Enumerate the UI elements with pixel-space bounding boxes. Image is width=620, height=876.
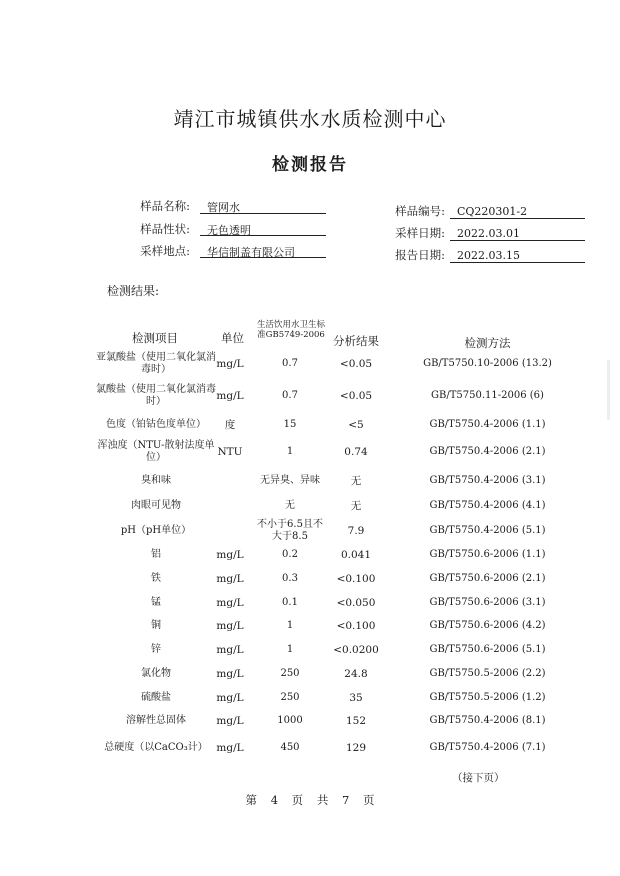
row-test-method: GB/T5750.6-2006 (1.1) [429,549,546,560]
sampling-date-label: 采样日期: [395,226,445,240]
row-result: <0.0200 [333,644,379,656]
sample-name-label: 样品名称: [140,199,190,213]
row-standard: 无异臭、异味 [260,475,320,486]
row-unit: mg/L [216,358,244,370]
sample-appearance-value: 无色透明 [207,224,251,237]
row-result: 152 [345,715,367,727]
page-suffix: 页 [362,793,375,807]
page-indicator [0,792,620,808]
row-standard: 1000 [277,715,303,726]
row-unit: 度 [224,419,236,431]
row-unit: mg/L [216,597,244,609]
page-total: 7 [341,793,350,807]
row-standard: 0.1 [282,597,298,608]
sample-number-underline [450,218,585,219]
row-standard: 无 [285,500,295,511]
row-result: 24.8 [344,668,368,680]
row-standard: 1 [286,620,294,631]
row-standard: 1 [286,446,294,457]
row-test-method: GB/T5750.6-2006 (5.1) [429,644,546,655]
row-test-item: 臭和味 [141,475,171,486]
sampling-site-label: 采样地点: [140,244,190,258]
row-test-method: GB/T5750.4-2006 (5.1) [429,525,546,536]
row-result: 0.74 [344,446,368,458]
row-standard: 0.7 [282,390,298,401]
row-test-item: 亚氯酸盐（使用二氧化氯消毒时） [96,352,216,375]
row-test-method: GB/T5750.5-2006 (2.2) [429,668,546,679]
row-test-method: GB/T5750.4-2006 (8.1) [429,715,546,726]
sample-number-value: CQ220301-2 [457,205,528,218]
row-standard: 250 [280,692,300,703]
sampling-site-underline [200,257,326,258]
row-test-method: GB/T5750.5-2006 (1.2) [429,692,546,703]
row-standard: 1 [286,644,294,655]
row-standard: 不小于6.5且不大于8.5 [257,519,323,542]
row-unit: mg/L [216,742,244,754]
page-total-word: 共 [316,793,329,807]
row-test-item: 铁 [151,573,161,584]
row-unit: mg/L [216,390,244,402]
row-standard: 15 [283,419,297,430]
row-standard: 0.7 [282,358,298,369]
continued-note: （接下页） [452,772,505,784]
row-standard: 0.3 [282,573,298,584]
sampling-site-value: 华信制盖有限公司 [207,246,295,259]
row-unit: mg/L [216,692,244,704]
row-test-method: GB/T5750.6-2006 (3.1) [429,597,546,608]
header-test-item: 检测项目 [132,331,178,345]
row-result: 0.041 [340,549,372,561]
page-word: 页 [291,793,304,807]
row-test-method: GB/T5750.4-2006 (2.1) [429,446,546,457]
sampling-date-value: 2022.03.01 [457,227,520,240]
row-result: 无 [350,500,362,512]
report-date-underline [450,262,585,263]
row-unit: mg/L [216,715,244,727]
scan-edge-mark [607,360,610,420]
page-current: 4 [270,793,279,807]
row-test-item: 肉眼可见物 [131,500,181,511]
row-result: 129 [345,742,367,754]
header-result: 分析结果 [333,334,379,348]
row-test-item: 浑浊度（NTU-散射法度单位） [97,440,215,463]
organization-title: 靖江市城镇供水水质检测中心 [173,107,447,131]
report-date-value: 2022.03.15 [457,249,520,262]
sample-appearance-underline [200,235,326,236]
row-result: <0.050 [336,597,376,609]
row-standard: 250 [280,668,300,679]
row-test-item: 锌 [151,644,161,655]
sample-appearance-label: 样品性状: [140,222,190,236]
row-test-method: GB/T5750.4-2006 (3.1) [429,475,546,486]
row-unit: mg/L [216,620,244,632]
header-standard: 生活饮用水卫生标准GB5749-2006 [256,320,325,340]
row-test-method: GB/T5750.4-2006 (4.1) [429,500,546,511]
sample-name-value: 管网水 [207,201,240,214]
row-test-item: 铜 [151,620,161,631]
row-unit: mg/L [216,573,244,585]
row-unit: mg/L [216,549,244,561]
row-test-method: GB/T5750.10-2006 (13.2) [423,358,552,369]
row-unit: mg/L [216,668,244,680]
row-standard: 0.2 [282,549,298,560]
sample-number-label: 样品编号: [395,204,445,218]
sample-name-underline [200,213,326,214]
row-test-item: 溶解性总固体 [126,715,186,726]
sampling-date-underline [450,240,585,241]
row-unit: mg/L [216,644,244,656]
row-test-method: GB/T5750.6-2006 (2.1) [429,573,546,584]
row-test-item: 色度（铂钴色度单位） [106,419,206,430]
row-test-item: 硫酸盐 [141,692,171,703]
row-standard: 450 [280,742,300,753]
row-unit: NTU [217,446,243,458]
row-result: <0.05 [339,390,373,402]
results-heading: 检测结果: [107,284,160,298]
row-test-method: GB/T5750.4-2006 (7.1) [429,742,546,753]
row-test-method: GB/T5750.4-2006 (1.1) [429,419,546,430]
row-result: <0.100 [336,573,376,585]
row-result: <0.100 [336,620,376,632]
row-test-item: 氯酸盐（使用二氧化氯消毒时） [96,384,216,407]
row-test-item: 铝 [151,549,161,560]
row-test-item: 氯化物 [141,668,171,679]
row-test-method: GB/T5750.6-2006 (4.2) [429,620,546,631]
row-test-item: 锰 [151,597,161,608]
row-test-item: pH（pH单位） [120,525,192,536]
report-date-label: 报告日期: [395,248,445,262]
row-result: <0.05 [339,358,373,370]
header-test-method: 检测方法 [464,336,511,350]
row-result: 7.9 [347,525,365,537]
row-result: 无 [350,475,362,487]
header-unit: 单位 [221,331,244,345]
report-title: 检测报告 [272,155,348,175]
row-test-item: 总硬度（以CaCO₃计） [104,742,208,753]
row-test-method: GB/T5750.11-2006 (6) [431,390,544,401]
page-prefix: 第 [245,793,258,807]
row-result: <5 [348,419,364,431]
row-result: 35 [349,692,363,704]
